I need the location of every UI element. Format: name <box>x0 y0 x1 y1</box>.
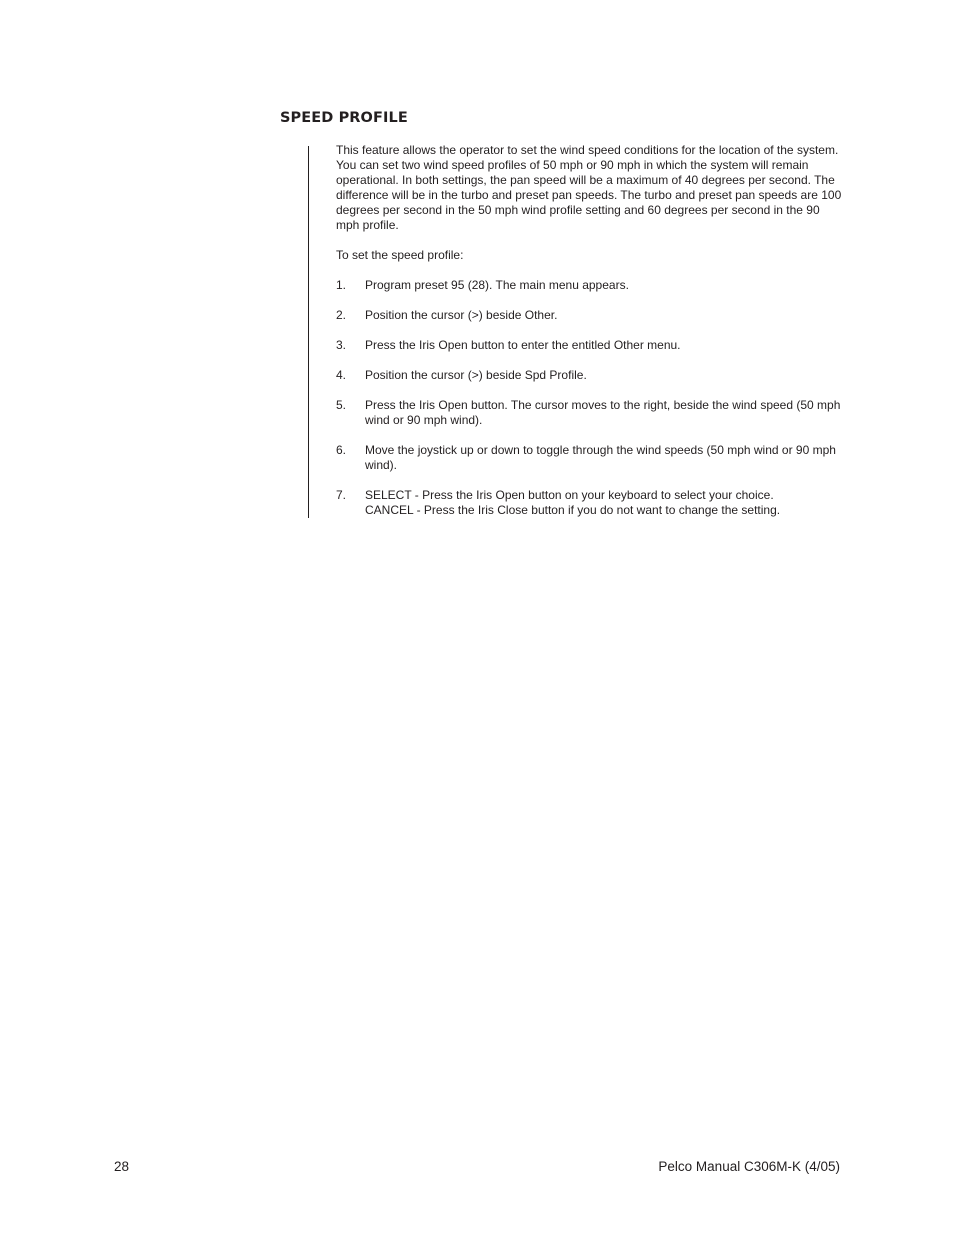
step-text: Move the joystick up or down to toggle through the wind speeds (50 mph wind or 90 mph wind). <box>365 443 836 472</box>
lead-in-text: To set the speed profile: <box>336 248 464 262</box>
step-number: 5. <box>336 398 347 412</box>
step-text: Program preset 95 (28). The main menu appears. <box>365 278 629 292</box>
steps-list <box>336 278 842 518</box>
step-text <box>365 488 842 518</box>
cancel-instruction: CANCEL - Press the Iris Close button if you do not want to change the setting. <box>365 503 781 517</box>
step-item-3 <box>336 338 842 353</box>
step-number: 1. <box>336 278 347 292</box>
step-number: 6. <box>336 443 347 457</box>
intro-paragraph: This feature allows the operator to set the wind speed conditions for the location of the system. You can set two wind speed profiles of 50 mph or 90 mph in which the system will remain operational. In both settings, the pan speed will be a maximum of 40 degrees per second. The difference will be in the turbo and preset pan speeds. The turbo and preset pan speeds are 100 degrees per second in the 50 mph wind profile setting and 60 degrees per second in the 90 mph profile. <box>336 143 842 232</box>
step-number: 2. <box>336 308 347 322</box>
section-heading: SPEED PROFILE <box>280 110 408 126</box>
step-item-4 <box>336 368 842 383</box>
step-item-5 <box>336 398 842 428</box>
step-number: 4. <box>336 368 347 382</box>
select-instruction: SELECT - Press the Iris Open button on your keyboard to select your choice. <box>365 488 774 502</box>
step-text: Press the Iris Open button. The cursor moves to the right, beside the wind speed (50 mph wind or 90 mph wind). <box>365 398 841 427</box>
step-item-1 <box>336 278 842 293</box>
step-item-7 <box>336 488 842 518</box>
step-number: 7. <box>336 488 347 502</box>
section-body <box>336 143 842 533</box>
margin-rule <box>308 146 309 518</box>
step-text: Press the Iris Open button to enter the entitled Other menu. <box>365 338 681 352</box>
manual-identifier: Pelco Manual C306M-K (4/05) <box>658 1159 840 1174</box>
page-number: 28 <box>114 1159 130 1174</box>
step-text: Position the cursor (>) beside Spd Profile. <box>365 368 587 382</box>
step-item-6 <box>336 443 842 473</box>
step-item-2 <box>336 308 842 323</box>
step-number: 3. <box>336 338 347 352</box>
step-text: Position the cursor (>) beside Other. <box>365 308 558 322</box>
